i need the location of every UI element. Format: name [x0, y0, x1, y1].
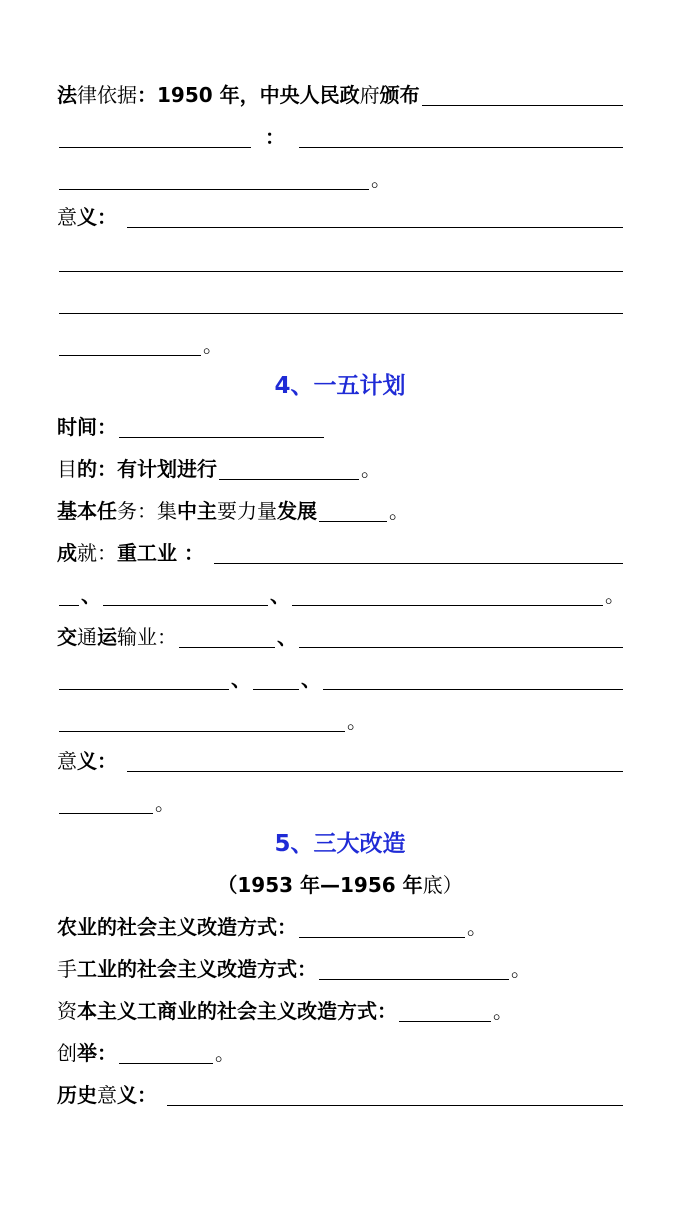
achievement-blank-4[interactable] — [292, 581, 603, 606]
agriculture-line — [57, 912, 625, 942]
handicraft-line — [57, 954, 625, 984]
section-heading-5: 5、三大改造 — [274, 831, 406, 857]
capitalist-label-1: 资 — [57, 999, 77, 1023]
plan-meaning-line-1 — [57, 746, 625, 776]
plan-meaning-label-1: 意 — [57, 749, 77, 773]
separator: 、 — [231, 667, 251, 691]
task-label-2: 务： — [117, 499, 157, 523]
time-label: 时间： — [57, 415, 117, 439]
achievement-line-2 — [57, 580, 625, 610]
historical-significance-line — [57, 1080, 625, 1110]
plan-meaning-line-2 — [57, 788, 625, 818]
law-basis-label-4: 府 — [359, 83, 380, 107]
historical-label-2: 意 — [97, 1083, 117, 1107]
meaning-line-4 — [57, 330, 625, 360]
capitalist-line — [57, 996, 625, 1026]
heavy-industry-label: 重工业 ： — [117, 541, 204, 565]
transport-blank-3[interactable] — [59, 665, 229, 690]
capitalist-blank[interactable] — [399, 997, 491, 1022]
period: 。 — [215, 1041, 235, 1065]
achievement-line-1 — [57, 538, 625, 568]
task-blank[interactable] — [319, 497, 387, 522]
law-line-3 — [57, 164, 625, 194]
achievement-blank-1[interactable] — [214, 539, 623, 564]
transport-line-1 — [57, 622, 625, 652]
achievement-blank-2[interactable] — [59, 581, 79, 606]
task-label-3: 集 — [157, 499, 177, 523]
historical-label-3: 义： — [117, 1083, 157, 1107]
law-basis-label-3: ：1950 年，中央人民政 — [137, 83, 360, 107]
historical-label-1: 历史 — [57, 1083, 97, 1107]
innovation-label-2: 举： — [77, 1041, 117, 1065]
meaning-blank-2[interactable] — [59, 247, 623, 272]
period: 。 — [347, 709, 367, 733]
goal-line — [57, 454, 625, 484]
plan-meaning-blank-1[interactable] — [127, 747, 623, 772]
time-blank[interactable] — [119, 413, 324, 438]
separator: 、 — [277, 625, 297, 649]
section-subtitle-5 — [0, 870, 680, 900]
meaning-label-1: 意 — [57, 205, 77, 229]
achievement-label-1: 成 — [57, 541, 77, 565]
transport-blank-6[interactable] — [59, 707, 345, 732]
achievement-label-2: 就： — [77, 541, 117, 565]
meaning-line-2 — [57, 246, 625, 276]
law-blank-4[interactable] — [59, 165, 369, 190]
innovation-blank[interactable] — [119, 1039, 213, 1064]
meaning-blank-3[interactable] — [59, 289, 623, 314]
time-line — [57, 412, 625, 442]
subtitle-part-2: 底） — [422, 873, 463, 897]
law-basis-label-2: 律依据 — [77, 83, 137, 107]
law-basis-line — [57, 80, 625, 110]
innovation-label-1: 创 — [57, 1041, 77, 1065]
transport-line-3 — [57, 706, 625, 736]
period: 。 — [389, 499, 409, 523]
task-label-5: 要力量 — [217, 499, 277, 523]
period: 。 — [511, 957, 531, 981]
meaning-line-1 — [57, 202, 625, 232]
law-blank-3[interactable] — [299, 123, 623, 148]
period: 。 — [467, 915, 487, 939]
meaning-label-2: 义： — [77, 205, 117, 229]
plan-meaning-blank-2[interactable] — [59, 789, 153, 814]
task-label-1: 基本任 — [57, 499, 117, 523]
transport-blank-2[interactable] — [299, 623, 623, 648]
law-basis-label-1: 法 — [57, 83, 77, 107]
task-label-4: 中主 — [177, 499, 217, 523]
separator: 、 — [301, 667, 321, 691]
subtitle-part-1: （1953 年—1956 年 — [217, 873, 423, 897]
transport-label-4: 输业： — [117, 625, 177, 649]
transport-label-2: 通 — [77, 625, 97, 649]
agriculture-label: 农业的社会主义改造方式： — [57, 915, 297, 939]
plan-meaning-label-2: 义： — [77, 749, 117, 773]
transport-blank-5[interactable] — [323, 665, 623, 690]
handicraft-label-1: 手 — [57, 957, 77, 981]
innovation-line — [57, 1038, 625, 1068]
capitalist-label-2: 本主义工商业的社会主义改造方式： — [77, 999, 397, 1023]
goal-label-1: 目 — [57, 457, 77, 481]
transport-label-1: 交 — [57, 625, 77, 649]
task-label-6: 发展 — [277, 499, 317, 523]
meaning-blank-4[interactable] — [59, 331, 201, 356]
law-blank-2[interactable] — [59, 123, 251, 148]
period: 。 — [493, 999, 513, 1023]
handicraft-blank[interactable] — [319, 955, 509, 980]
separator: 、 — [270, 583, 290, 607]
goal-blank[interactable] — [219, 455, 359, 480]
transport-blank-4[interactable] — [253, 665, 299, 690]
handicraft-label-2: 工业的社会主义改造方式： — [77, 957, 317, 981]
period: 。 — [203, 333, 223, 357]
agriculture-blank[interactable] — [299, 913, 465, 938]
period: 。 — [605, 583, 625, 607]
transport-label-3: 运 — [97, 625, 117, 649]
colon: ： — [265, 125, 285, 149]
achievement-blank-3[interactable] — [103, 581, 268, 606]
historical-blank[interactable] — [167, 1081, 623, 1106]
period: 。 — [155, 791, 175, 815]
transport-line-2 — [57, 664, 625, 694]
period: 。 — [371, 167, 391, 191]
goal-label-2: 的：有计划进行 — [77, 457, 217, 481]
law-basis-label-5: 颁布 — [379, 83, 420, 107]
meaning-line-3 — [57, 288, 625, 318]
meaning-blank-1[interactable] — [127, 203, 623, 228]
separator: 、 — [81, 583, 101, 607]
transport-blank-1[interactable] — [179, 623, 275, 648]
law-name-blank[interactable] — [422, 81, 623, 106]
law-line-2 — [57, 122, 625, 152]
section-heading-4: 4、一五计划 — [274, 373, 406, 399]
task-line — [57, 496, 625, 526]
period: 。 — [361, 457, 381, 481]
